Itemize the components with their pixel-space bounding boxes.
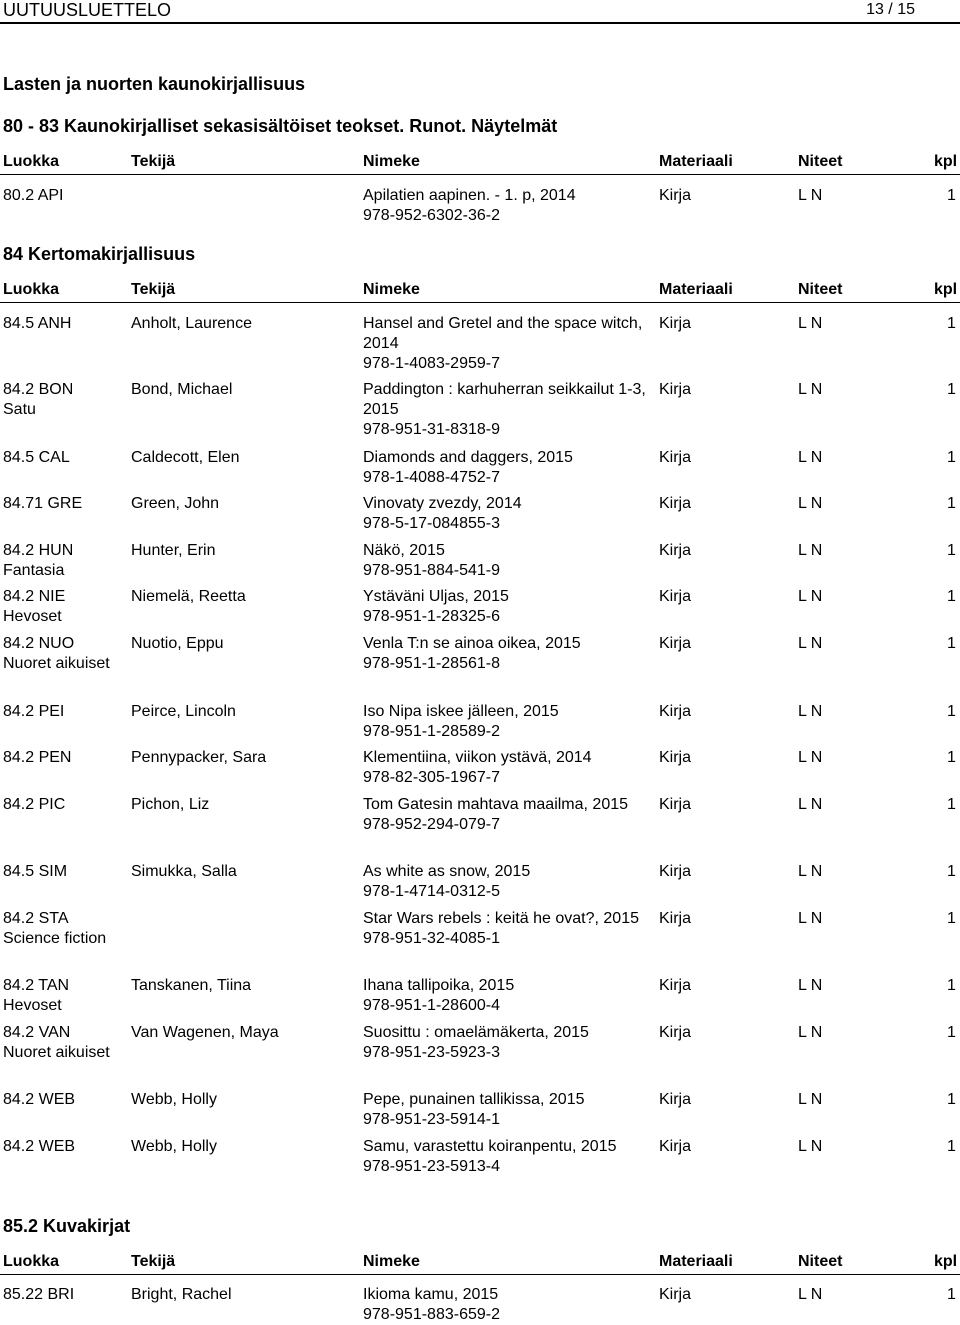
luokka-code: 84.5 CAL — [3, 449, 70, 466]
luokka-genre: Fantasia — [3, 562, 65, 579]
isbn: 978-1-4083-2959-7 — [363, 355, 500, 372]
material: Kirja — [659, 1024, 692, 1041]
luokka-code: 85.22 BRI — [3, 1286, 75, 1303]
material: Kirja — [659, 588, 692, 605]
column-luokka: Luokka — [3, 281, 60, 298]
luokka-cell — [3, 1137, 128, 1157]
luokka-code: 84.2 WEB — [3, 1138, 76, 1155]
material: Kirja — [659, 381, 692, 398]
author: Simukka, Salla — [131, 863, 237, 880]
luokka-code: 84.71 GRE — [3, 495, 83, 512]
material: Kirja — [659, 863, 692, 880]
copies-location: L N — [798, 796, 823, 813]
copies-count: 1 — [947, 449, 956, 466]
column-tekija: Tekijä — [131, 1253, 176, 1270]
book-title: Ikioma kamu, 2015 — [363, 1286, 499, 1303]
book-title: Star Wars rebels : keitä he ovat?, 2015 — [363, 910, 639, 927]
luokka-code: 84.2 WEB — [3, 1091, 76, 1108]
copies-location: L N — [798, 187, 823, 204]
material: Kirja — [659, 1091, 692, 1108]
title-cell — [363, 1137, 648, 1177]
copies-count: 1 — [947, 910, 956, 927]
book-title: Ihana tallipoika, 2015 — [363, 977, 515, 994]
isbn: 978-951-23-5914-1 — [363, 1111, 500, 1128]
author: Anholt, Laurence — [131, 315, 252, 332]
title-cell — [363, 909, 648, 949]
author: Green, John — [131, 495, 220, 512]
copies-location: L N — [798, 703, 823, 720]
isbn: 978-951-1-28561-8 — [363, 655, 500, 672]
author: Pennypacker, Sara — [131, 749, 267, 766]
luokka-cell — [3, 1023, 128, 1063]
material: Kirja — [659, 749, 692, 766]
section-title: 80 - 83 Kaunokirjalliset sekasisältöiset teokset. Runot. Näytelmät — [3, 116, 558, 136]
title-cell — [363, 795, 648, 835]
luokka-code: 84.2 STA — [3, 910, 69, 927]
copies-location: L N — [798, 1091, 823, 1108]
copies-location: L N — [798, 1286, 823, 1303]
luokka-genre: Nuoret aikuiset — [3, 655, 110, 672]
book-title: Suosittu : omaelämäkerta, 2015 — [363, 1024, 589, 1041]
luokka-code: 84.2 BON — [3, 381, 74, 398]
column-luokka: Luokka — [3, 1253, 60, 1270]
title-cell — [363, 1090, 648, 1130]
luokka-code: 84.5 SIM — [3, 863, 68, 880]
author: Hunter, Erin — [131, 542, 216, 559]
book-title: Hansel and Gretel and the space witch, 2014 — [363, 315, 643, 352]
luokka-code: 84.2 PEI — [3, 703, 65, 720]
copies-count: 1 — [947, 1091, 956, 1108]
column-tekija: Tekijä — [131, 153, 176, 170]
isbn: 978-951-31-8318-9 — [363, 421, 500, 438]
book-title: Venla T:n se ainoa oikea, 2015 — [363, 635, 581, 652]
book-title: Vinovaty zvezdy, 2014 — [363, 495, 522, 512]
luokka-code: 84.5 ANH — [3, 315, 72, 332]
title-cell — [363, 494, 648, 534]
material: Kirja — [659, 910, 692, 927]
copies-location: L N — [798, 1024, 823, 1041]
copies-location: L N — [798, 863, 823, 880]
section-title: 85.2 Kuvakirjat — [3, 1216, 131, 1236]
copies-location: L N — [798, 910, 823, 927]
main-heading: Lasten ja nuorten kaunokirjallisuus — [3, 74, 306, 94]
luokka-cell — [3, 976, 128, 1016]
isbn: 978-1-4088-4752-7 — [363, 469, 500, 486]
luokka-cell — [3, 587, 128, 627]
luokka-genre: Hevoset — [3, 608, 62, 625]
isbn: 978-951-883-659-2 — [363, 1306, 500, 1323]
isbn: 978-951-32-4085-1 — [363, 930, 500, 947]
author: Nuotio, Eppu — [131, 635, 224, 652]
column-niteet: Niteet — [798, 1253, 843, 1270]
book-title: Klementiina, viikon ystävä, 2014 — [363, 749, 592, 766]
isbn: 978-1-4714-0312-5 — [363, 883, 500, 900]
copies-count: 1 — [947, 187, 956, 204]
copies-count: 1 — [947, 749, 956, 766]
luokka-code: 84.2 TAN — [3, 977, 70, 994]
copies-count: 1 — [947, 495, 956, 512]
isbn: 978-951-23-5923-3 — [363, 1044, 500, 1061]
luokka-code: 80.2 API — [3, 187, 64, 204]
material: Kirja — [659, 495, 692, 512]
luokka-genre: Satu — [3, 401, 36, 418]
copies-count: 1 — [947, 863, 956, 880]
column-materiaali: Materiaali — [659, 153, 733, 170]
copies-count: 1 — [947, 635, 956, 652]
column-kpl: kpl — [934, 1253, 958, 1270]
author: Tanskanen, Tiina — [131, 977, 252, 994]
title-cell — [363, 587, 648, 627]
material: Kirja — [659, 796, 692, 813]
material: Kirja — [659, 1138, 692, 1155]
author: Webb, Holly — [131, 1138, 217, 1155]
copies-location: L N — [798, 381, 823, 398]
book-title: As white as snow, 2015 — [363, 863, 531, 880]
luokka-cell — [3, 702, 128, 722]
copies-count: 1 — [947, 381, 956, 398]
page-number: 13 / 15 — [866, 1, 915, 18]
luokka-code: 84.2 PIC — [3, 796, 66, 813]
copies-count: 1 — [947, 315, 956, 332]
column-niteet: Niteet — [798, 281, 843, 298]
luokka-code: 84.2 NIE — [3, 588, 66, 605]
isbn: 978-951-884-541-9 — [363, 562, 500, 579]
column-nimeke: Nimeke — [363, 281, 420, 298]
copies-location: L N — [798, 588, 823, 605]
column-kpl: kpl — [934, 281, 958, 298]
material: Kirja — [659, 315, 692, 332]
luokka-code: 84.2 HUN — [3, 542, 74, 559]
copies-count: 1 — [947, 796, 956, 813]
material: Kirja — [659, 703, 692, 720]
column-nimeke: Nimeke — [363, 1253, 420, 1270]
copies-count: 1 — [947, 588, 956, 605]
isbn: 978-951-23-5913-4 — [363, 1158, 500, 1175]
column-nimeke: Nimeke — [363, 153, 420, 170]
title-cell — [363, 1023, 648, 1063]
material: Kirja — [659, 635, 692, 652]
book-title: Ystäväni Uljas, 2015 — [363, 588, 509, 605]
column-niteet: Niteet — [798, 153, 843, 170]
column-materiaali: Materiaali — [659, 1253, 733, 1270]
luokka-cell — [3, 795, 128, 815]
luokka-genre: Nuoret aikuiset — [3, 1044, 110, 1061]
book-title: Samu, varastettu koiranpentu, 2015 — [363, 1138, 617, 1155]
luokka-cell — [3, 748, 128, 768]
title-cell — [363, 862, 648, 902]
author: Van Wagenen, Maya — [131, 1024, 279, 1041]
title-cell — [363, 541, 648, 581]
title-cell — [363, 380, 648, 440]
title-cell — [363, 186, 648, 226]
luokka-cell — [3, 909, 128, 949]
isbn: 978-5-17-084855-3 — [363, 515, 500, 532]
luokka-cell — [3, 314, 128, 334]
luokka-code: 84.2 VAN — [3, 1024, 71, 1041]
book-title: Pepe, punainen tallikissa, 2015 — [363, 1091, 585, 1108]
luokka-cell — [3, 380, 128, 420]
luokka-cell — [3, 862, 128, 882]
copies-count: 1 — [947, 1138, 956, 1155]
luokka-cell — [3, 541, 128, 581]
luokka-cell — [3, 1090, 128, 1110]
book-title: Diamonds and daggers, 2015 — [363, 449, 573, 466]
author: Pichon, Liz — [131, 796, 210, 813]
copies-count: 1 — [947, 542, 956, 559]
title-cell — [363, 314, 648, 374]
luokka-code: 84.2 PEN — [3, 749, 72, 766]
isbn: 978-952-6302-36-2 — [363, 207, 500, 224]
author: Webb, Holly — [131, 1091, 217, 1108]
luokka-cell — [3, 448, 128, 468]
author: Peirce, Lincoln — [131, 703, 236, 720]
title-cell — [363, 748, 648, 788]
isbn: 978-82-305-1967-7 — [363, 769, 500, 786]
book-title: Apilatien aapinen. - 1. p, 2014 — [363, 187, 576, 204]
copies-count: 1 — [947, 977, 956, 994]
copies-location: L N — [798, 1138, 823, 1155]
material: Kirja — [659, 977, 692, 994]
title-cell — [363, 702, 648, 742]
author: Bright, Rachel — [131, 1286, 232, 1303]
luokka-cell — [3, 186, 128, 206]
luokka-cell — [3, 494, 128, 514]
title-cell — [363, 976, 648, 1016]
isbn: 978-952-294-079-7 — [363, 816, 500, 833]
book-title: Paddington : karhuherran seikkailut 1-3, 2015 — [363, 381, 646, 418]
copies-location: L N — [798, 977, 823, 994]
copies-location: L N — [798, 315, 823, 332]
luokka-genre: Science fiction — [3, 930, 107, 947]
title-cell — [363, 634, 648, 674]
material: Kirja — [659, 187, 692, 204]
column-header-row — [0, 1252, 960, 1275]
copies-location: L N — [798, 749, 823, 766]
column-kpl: kpl — [934, 153, 958, 170]
column-header-row — [0, 280, 960, 303]
author: Bond, Michael — [131, 381, 233, 398]
copies-location: L N — [798, 449, 823, 466]
author: Niemelä, Reetta — [131, 588, 246, 605]
luokka-code: 84.2 NUO — [3, 635, 75, 652]
column-materiaali: Materiaali — [659, 281, 733, 298]
book-title: Näkö, 2015 — [363, 542, 445, 559]
isbn: 978-951-1-28589-2 — [363, 723, 500, 740]
copies-count: 1 — [947, 1286, 956, 1303]
copies-location: L N — [798, 495, 823, 512]
column-header-row — [0, 152, 960, 175]
isbn: 978-951-1-28325-6 — [363, 608, 500, 625]
title-cell — [363, 1285, 648, 1325]
title-cell — [363, 448, 648, 488]
section-title: 84 Kertomakirjallisuus — [3, 244, 196, 264]
document-title: UUTUUSLUETTELO — [3, 0, 172, 20]
column-tekija: Tekijä — [131, 281, 176, 298]
luokka-cell — [3, 634, 128, 674]
isbn: 978-951-1-28600-4 — [363, 997, 500, 1014]
copies-location: L N — [798, 542, 823, 559]
page-header — [0, 0, 960, 24]
material: Kirja — [659, 542, 692, 559]
book-title: Iso Nipa iskee jälleen, 2015 — [363, 703, 559, 720]
book-title: Tom Gatesin mahtava maailma, 2015 — [363, 796, 629, 813]
column-luokka: Luokka — [3, 153, 60, 170]
material: Kirja — [659, 449, 692, 466]
copies-count: 1 — [947, 703, 956, 720]
author: Caldecott, Elen — [131, 449, 240, 466]
luokka-genre: Hevoset — [3, 997, 62, 1014]
luokka-cell — [3, 1285, 128, 1305]
copies-count: 1 — [947, 1024, 956, 1041]
material: Kirja — [659, 1286, 692, 1303]
copies-location: L N — [798, 635, 823, 652]
